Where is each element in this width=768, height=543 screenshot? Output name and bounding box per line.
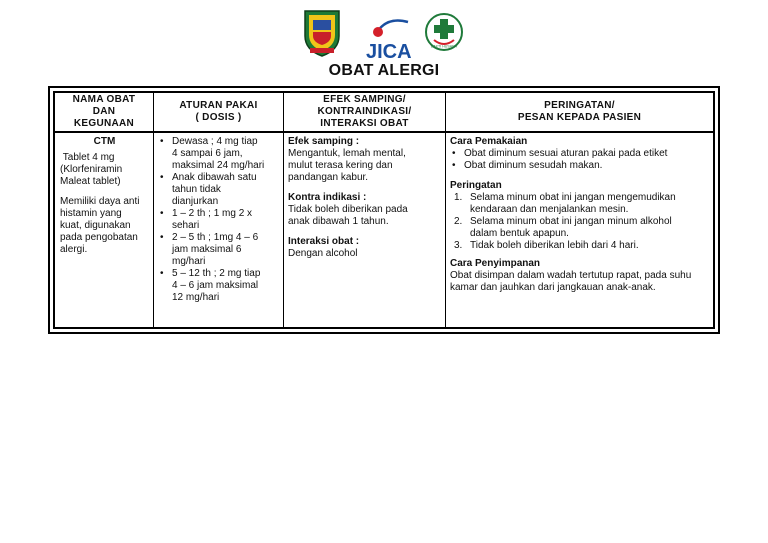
warning-list <box>450 192 709 252</box>
list-item: 1. Selama minum obat ini jangan mengemudikan kendaraan dan menjalankan mesin. <box>454 192 676 215</box>
dosage-list <box>158 136 279 304</box>
side-effect-heading: Efek samping : <box>288 136 360 147</box>
list-item: 3. Tidak boleh diberikan lebih dari 4 hari. <box>454 240 639 251</box>
list-item: 2. Selama minum obat ini jangan minum alkohol dalam bentuk apapun. <box>454 216 672 239</box>
drug-form: Tablet 4 mg <box>62 152 115 163</box>
logo-bar <box>0 8 768 60</box>
svg-text:JICA: JICA <box>366 41 412 62</box>
header-warnings: PERINGATAN/ PESAN KEPADA PASIEN <box>446 93 713 133</box>
page-title: OBAT ALERGI <box>328 62 440 79</box>
dosage-item: • Dewasa ; 4 mg tiap 4 sampai 6 jam, maksimal 24 mg/hari <box>158 136 279 172</box>
drug-name: CTM <box>93 136 116 147</box>
dosage-item: • Anak dibawah satu tahun tidak dianjurkan <box>158 172 279 208</box>
column-warnings: PERINGATAN/ PESAN KEPADA PASIEN Cara Pemakaian • Obat diminum sesuai aturan pakai pada etiket • Obat diminum sesudah makan. Peringatan 1. Selama minum obat ini jangan mengemudikan kendaraan dan menjalankan mesin. 2. Selama minum obat ini jangan minum alkohol dalam bentuk apapun. 3. Tidak boleh diberikan lebih dari 4 hari. Cara Penyimpanan Obat disimpan dalam wadah tertutup rapat, pada suhu kamar dan jauhkan dari jangkauan anak-anak. <box>445 93 713 327</box>
bakti-husada-logo <box>424 10 464 56</box>
dosage-item: • 2 – 5 th ; 1mg 4 – 6 jam maksimal 6 mg/hari <box>158 232 279 268</box>
header-dosage: ATURAN PAKAI ( DOSIS ) <box>154 93 283 133</box>
svg-text:BAKTI HUSADA: BAKTI HUSADA <box>430 44 458 49</box>
usage-list <box>450 148 709 172</box>
header-side-effects: EFEK SAMPING/ KONTRAINDIKASI/ INTERAKSI OBAT <box>284 93 445 133</box>
jica-logo <box>362 14 416 62</box>
column-drug-name: NAMA OBAT DAN KEGUNAAN CTM Tablet 4 mg (Klorfeniramin Maleat tablet) Memiliki daya anti histamin yang kuat, digunakan pada pengobatan alergi. <box>55 93 153 327</box>
list-item: • Obat diminum sesudah makan. <box>450 160 709 172</box>
header-drug-name: NAMA OBAT DAN KEGUNAAN <box>55 93 153 133</box>
storage-heading: Cara Penyimpanan <box>450 258 541 269</box>
contraindication-heading: Kontra indikasi : <box>288 192 367 203</box>
crest-logo <box>302 8 342 58</box>
dosage-item: • 5 – 12 th ; 2 mg tiap 4 – 6 jam maksimal 12 mg/hari <box>158 268 279 304</box>
drug-table <box>48 86 720 334</box>
column-dosage <box>153 93 283 327</box>
dosage-item: • 1 – 2 th ; 1 mg 2 x sehari <box>158 208 279 232</box>
column-side-effects: EFEK SAMPING/ KONTRAINDIKASI/ INTERAKSI OBAT Efek samping : Mengantuk, lemah mental, mulut terasa kering dan pandangan kabur. Kontra indikasi : Tidak boleh diberikan pada anak dibawah 1 tahun. Interaksi obat : Dengan alcohol <box>283 93 445 327</box>
list-item: • Obat diminum sesuai aturan pakai pada etiket <box>450 148 709 160</box>
drug-use: Memiliki daya anti histamin yang kuat, digunakan pada pengobatan alergi. <box>60 196 140 255</box>
usage-heading: Cara Pemakaian <box>450 136 528 147</box>
interaction-heading: Interaksi obat : <box>288 236 360 247</box>
warning-heading: Peringatan <box>450 180 502 191</box>
